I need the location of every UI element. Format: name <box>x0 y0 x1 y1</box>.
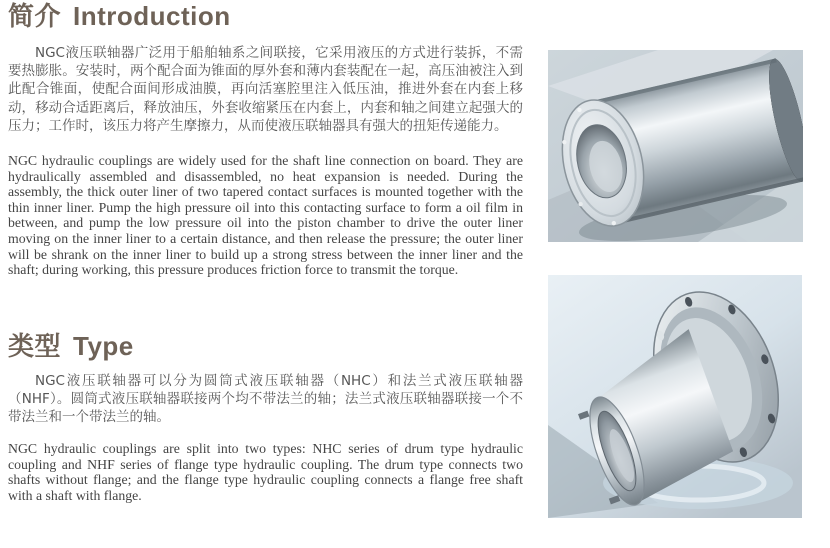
intro-heading-en: Introduction <box>73 1 231 31</box>
flange-coupling-image <box>548 275 802 518</box>
drum-coupling-image <box>548 50 803 242</box>
intro-section-heading <box>8 0 231 32</box>
flange-coupling-render <box>548 275 802 518</box>
intro-paragraph-chinese: NGC液压联轴器广泛用于船舶轴系之间联接，它采用液压的方式进行装拆，不需要热膨胀。安装时，两个配合面为锥面的厚外套和薄内套装配在一起，高压油被注入到此配合锥面，使配合面间形成油膜，再向活塞腔里注入低压油，推进外套在内套上移动，移动合适距离后，释放油压，外套收缩紧压在内套上，内套和轴之间建立起强大的压力；工作时，该压力将产生摩擦力，从而使液压联轴器具有强大的扭矩传递能力。 <box>8 45 523 134</box>
intro-paragraph-english: NGC hydraulic couplings are widely used for the shaft line connection on board. They are hydraulically assembled and disassembled, no heat expansion is needed. During the assembly, the thick outer liner of two tapered contact surfaces is mounted together with the thin inner liner. Pump the high pressure oil into this contacting surface to form a oil film in between, and pump the low pressure oil into the piston chamber to drive the outer liner moving on the inner liner to a certain distance, and then release the pressure; the outer liner will be shrank on the inner liner to build up a strong stress between the inner liner and the shaft; during working, this pressure produces friction force to transmit the torque. <box>8 153 523 278</box>
type-paragraph-english: NGC hydraulic couplings are split into two types: NHC series of drum type hydraulic coupling and NHF series of flange type hydraulic coupling. The drum type connects two shafts without flange; and the flange type hydraulic coupling connects a flange free shaft with a shaft with flange. <box>8 441 523 503</box>
type-heading-en: Type <box>73 331 134 361</box>
type-heading-zh: 类型 <box>8 331 62 361</box>
intro-heading-zh: 简介 <box>8 1 62 31</box>
type-section-heading <box>8 330 134 362</box>
drum-coupling-render <box>548 50 803 242</box>
type-paragraph-chinese: NGC液压联轴器可以分为圆筒式液压联轴器（NHC）和法兰式液压联轴器（NHF）。圆筒式液压联轴器联接两个均不带法兰的轴；法兰式液压联轴器联接一个不带法兰和一个带法兰的轴。 <box>8 373 523 426</box>
